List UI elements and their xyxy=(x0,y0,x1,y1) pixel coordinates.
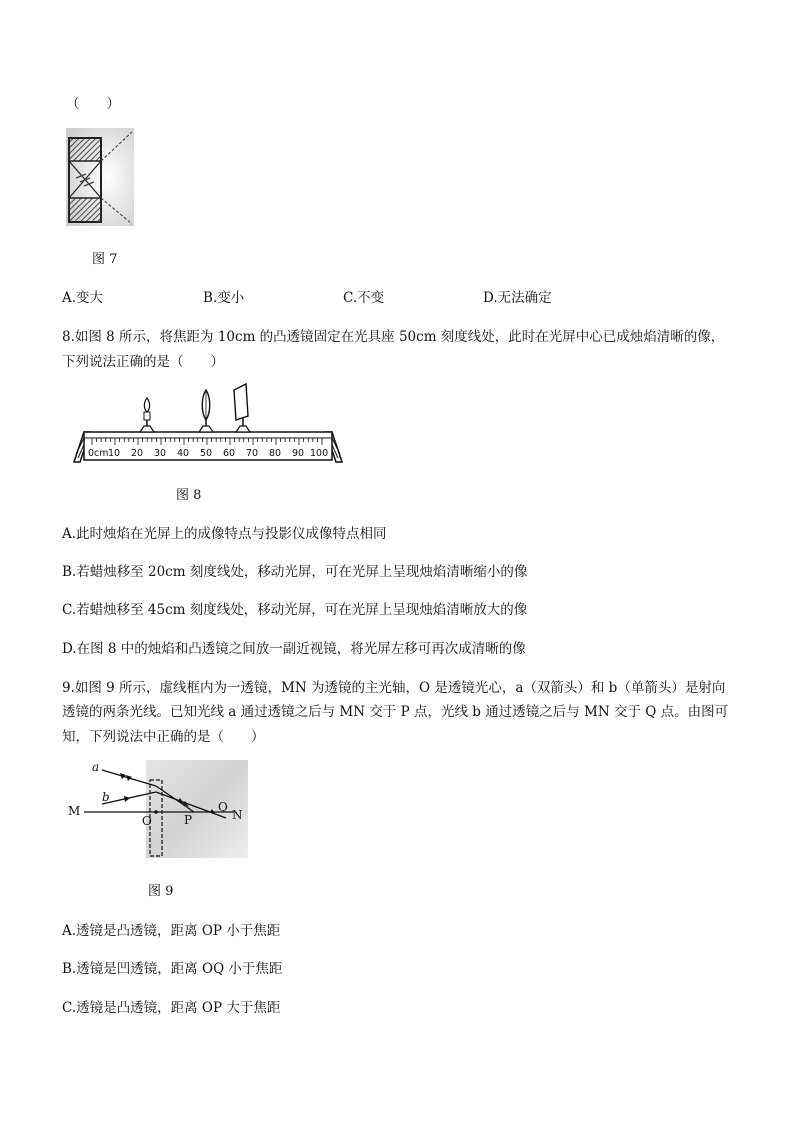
ruler-tick-label: 70 xyxy=(246,448,259,459)
ruler-tick-label: 50 xyxy=(200,448,213,459)
q9-stem-line-1: 9.如图 9 所示，虚线框内为一透镜，MN 为透镜的主光轴，O 是透镜光心，a（双箭头）和 b（单箭头）是射向 xyxy=(62,680,726,696)
label-point-n: N xyxy=(232,808,243,822)
label-point-q: Q xyxy=(218,800,228,814)
q8-stem-line-2: 下列说法正确的是（ ） xyxy=(62,354,224,370)
figure-9-lens-diagram xyxy=(66,760,248,860)
q8-option-d: D.在图 8 中的烛焰和凸透镜之间放一副近视镜，将光屏左移可再次成清晰的像 xyxy=(62,641,526,657)
ruler-tick-label: 30 xyxy=(154,448,167,459)
figure-7-caption: 图 7 xyxy=(92,252,118,267)
q7-option-d: D.无法确定 xyxy=(483,290,552,306)
figure-9-caption: 图 9 xyxy=(148,884,174,899)
q7-option-c: C.不变 xyxy=(343,290,385,306)
q7-option-b: B.变小 xyxy=(203,290,245,306)
question-answer-bracket: （ ） xyxy=(66,96,120,112)
label-point-p: P xyxy=(184,813,193,827)
ruler-tick-label: 10 xyxy=(108,448,121,459)
ruler-unit-label: 0cm xyxy=(88,448,109,459)
label-ray-b: b xyxy=(102,790,110,804)
q8-option-a: A.此时烛焰在光屏上的成像特点与投影仪成像特点相同 xyxy=(62,526,387,542)
q8-option-b: B.若蜡烛移至 20cm 刻度线处，移动光屏，可在光屏上呈现烛焰清晰缩小的像 xyxy=(62,564,528,580)
ruler-tick-label: 60 xyxy=(223,448,236,459)
ruler-tick-label: 20 xyxy=(131,448,144,459)
q7-option-a: A.变大 xyxy=(62,290,104,306)
label-ray-a: a xyxy=(92,760,100,774)
q8-stem-line-1: 8.如图 8 所示，将焦距为 10cm 的凸透镜固定在光具座 50cm 刻度线处，此时在光屏中心已成烛焰清晰的像， xyxy=(62,329,725,345)
figure-8-optical-bench xyxy=(70,382,346,464)
ruler-tick-label: 100 xyxy=(310,448,329,459)
ruler-tick-label: 90 xyxy=(292,448,305,459)
q9-option-a: A.透镜是凸透镜，距离 OP 小于焦距 xyxy=(62,923,281,939)
label-point-m: M xyxy=(68,804,81,818)
ruler-tick-label: 80 xyxy=(269,448,282,459)
q9-stem-line-2: 透镜的两条光线。已知光线 a 通过透镜之后与 MN 交于 P 点，光线 b 通过透镜之后与 MN 交于 Q 点。由图可 xyxy=(62,704,729,720)
ruler-tick-label: 40 xyxy=(177,448,190,459)
label-point-o: O xyxy=(142,814,152,828)
figure-7-image xyxy=(66,128,134,226)
q9-stem-line-3: 知，下列说法中正确的是（ ） xyxy=(62,729,265,745)
figure-8-caption: 图 8 xyxy=(176,488,202,503)
q9-option-c: C.透镜是凸透镜，距离 OP 大于焦距 xyxy=(62,1000,281,1016)
q8-option-c: C.若蜡烛移至 45cm 刻度线处，移动光屏，可在光屏上呈现烛焰清晰放大的像 xyxy=(62,602,528,618)
q9-option-b: B.透镜是凹透镜，距离 OQ 小于焦距 xyxy=(62,961,283,977)
